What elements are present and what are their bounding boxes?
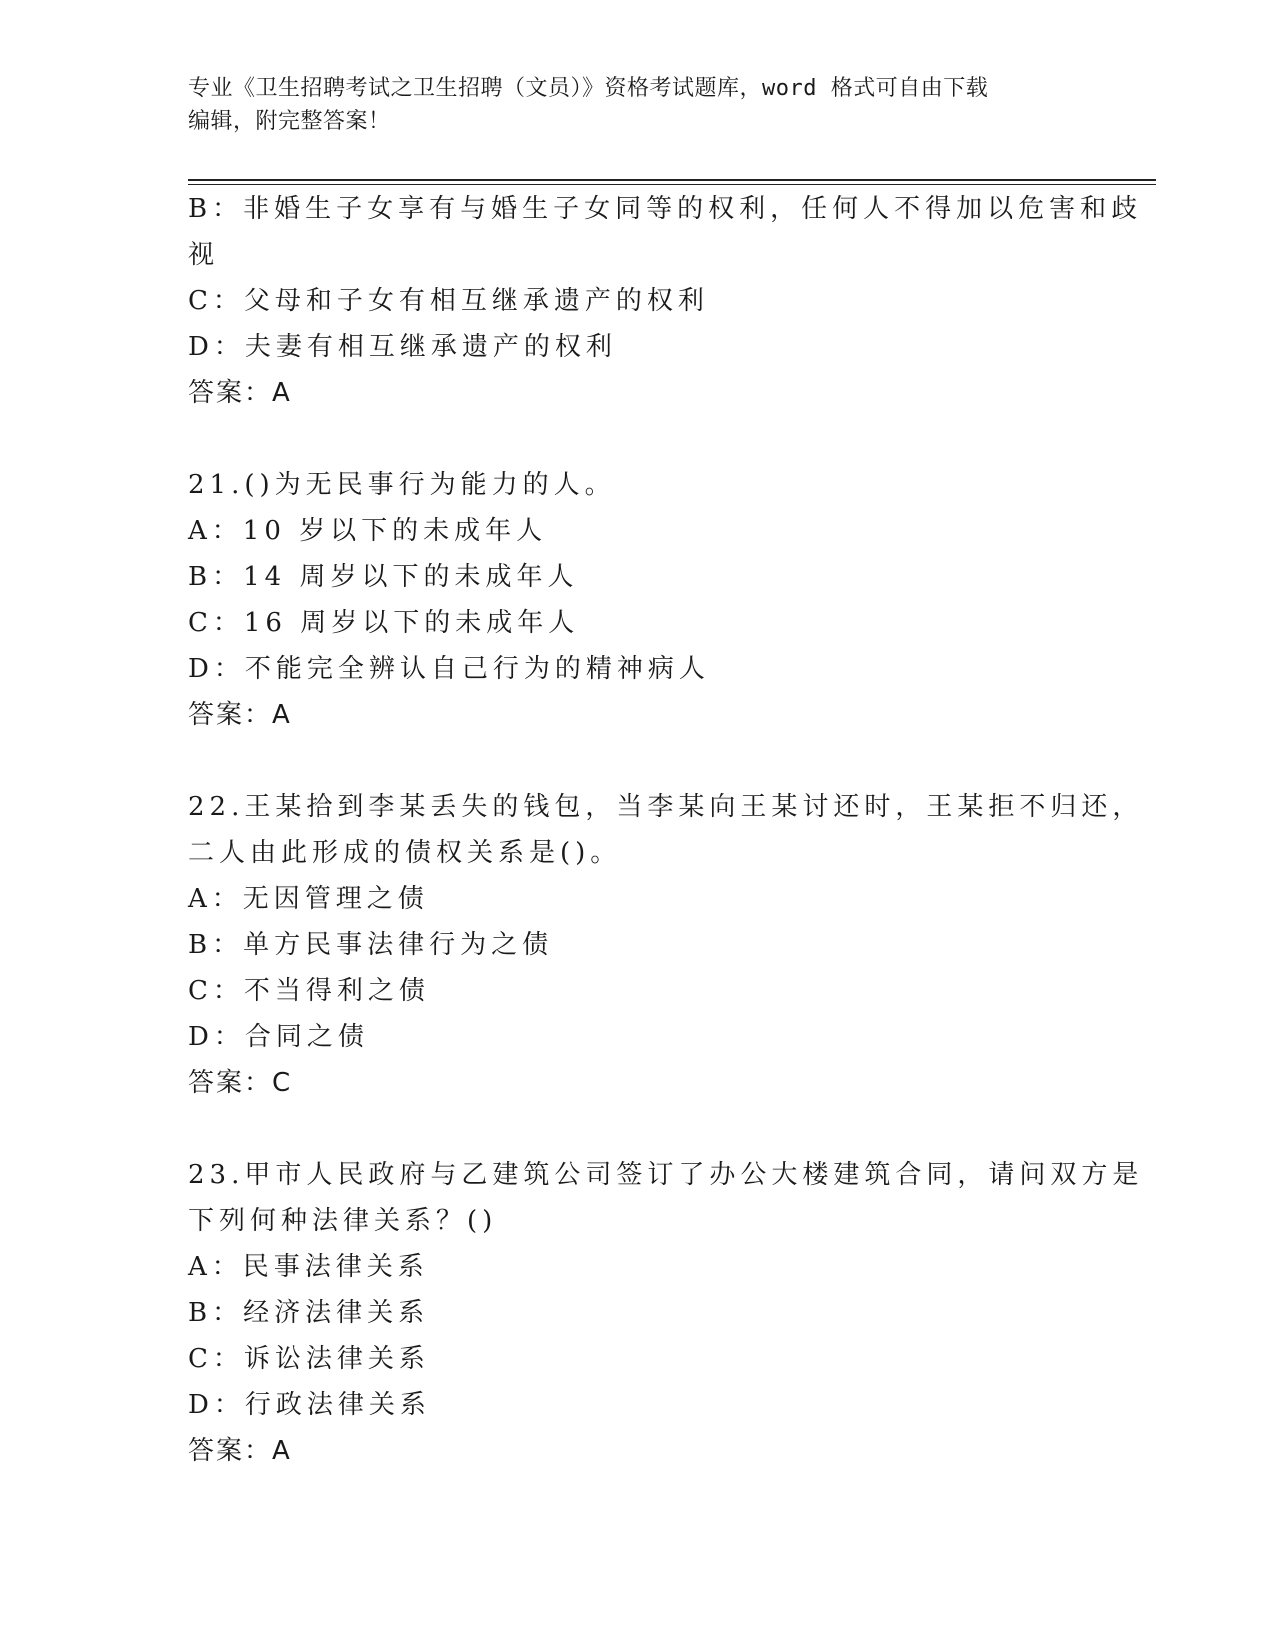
option-b: B：经济法律关系 [188,1298,430,1328]
option-b: B：非婚生子女享有与婚生子女同等的权利，任何人不得加以危害和歧 [188,194,1143,224]
question-stem: 22.王某拾到李某丢失的钱包，当李某向王某讨还时，王某拒不归还， [188,792,1144,822]
option-b: B：单方民事法律行为之债 [188,930,554,960]
spacer [188,1106,1088,1152]
question-20-continued [188,186,1143,416]
question-22 [188,784,1144,1106]
question-list [188,186,1144,1474]
option-d: D：行政法律关系 [188,1390,431,1420]
option-b: B：14 周岁以下的未成年人 [188,562,579,592]
question-21 [188,462,1088,738]
option-d: D：不能完全辨认自己行为的精神病人 [188,654,710,684]
spacer [188,416,1088,462]
option-c: C：不当得利之债 [188,976,430,1006]
document-header [188,72,1088,138]
answer-label: 答案：A [188,378,292,408]
question-stem-continued: 下列何种法律关系？() [188,1206,498,1236]
option-a: A：10 岁以下的未成年人 [188,516,548,546]
option-c: C：诉讼法律关系 [188,1344,430,1374]
answer-label: 答案：A [188,1436,292,1466]
question-stem: 21.()为无民事行为能力的人。 [188,470,616,500]
header-line-1: 专业《卫生招聘考试之卫生招聘（文员）》资格考试题库，word 格式可自由下载 [188,76,989,101]
option-d: D：合同之债 [188,1022,369,1052]
header-divider-thin [188,184,1156,185]
option-c: C：16 周岁以下的未成年人 [188,608,580,638]
question-23 [188,1152,1144,1474]
option-b-continued: 视 [188,240,220,270]
answer-label: 答案：C [188,1068,293,1098]
header-line-2: 编辑，附完整答案！ [188,109,391,134]
question-stem: 23.甲市人民政府与乙建筑公司签订了办公大楼建筑合同，请问双方是 [188,1160,1144,1190]
option-d: D：夫妻有相互继承遗产的权利 [188,332,617,362]
option-a: A：民事法律关系 [188,1252,429,1282]
spacer [188,738,1088,784]
question-stem-continued: 二人由此形成的债权关系是()。 [188,838,622,868]
answer-label: 答案：A [188,700,292,730]
header-divider-thick [188,179,1156,181]
option-a: A：无因管理之债 [188,884,429,914]
option-c: C：父母和子女有相互继承遗产的权利 [188,286,709,316]
